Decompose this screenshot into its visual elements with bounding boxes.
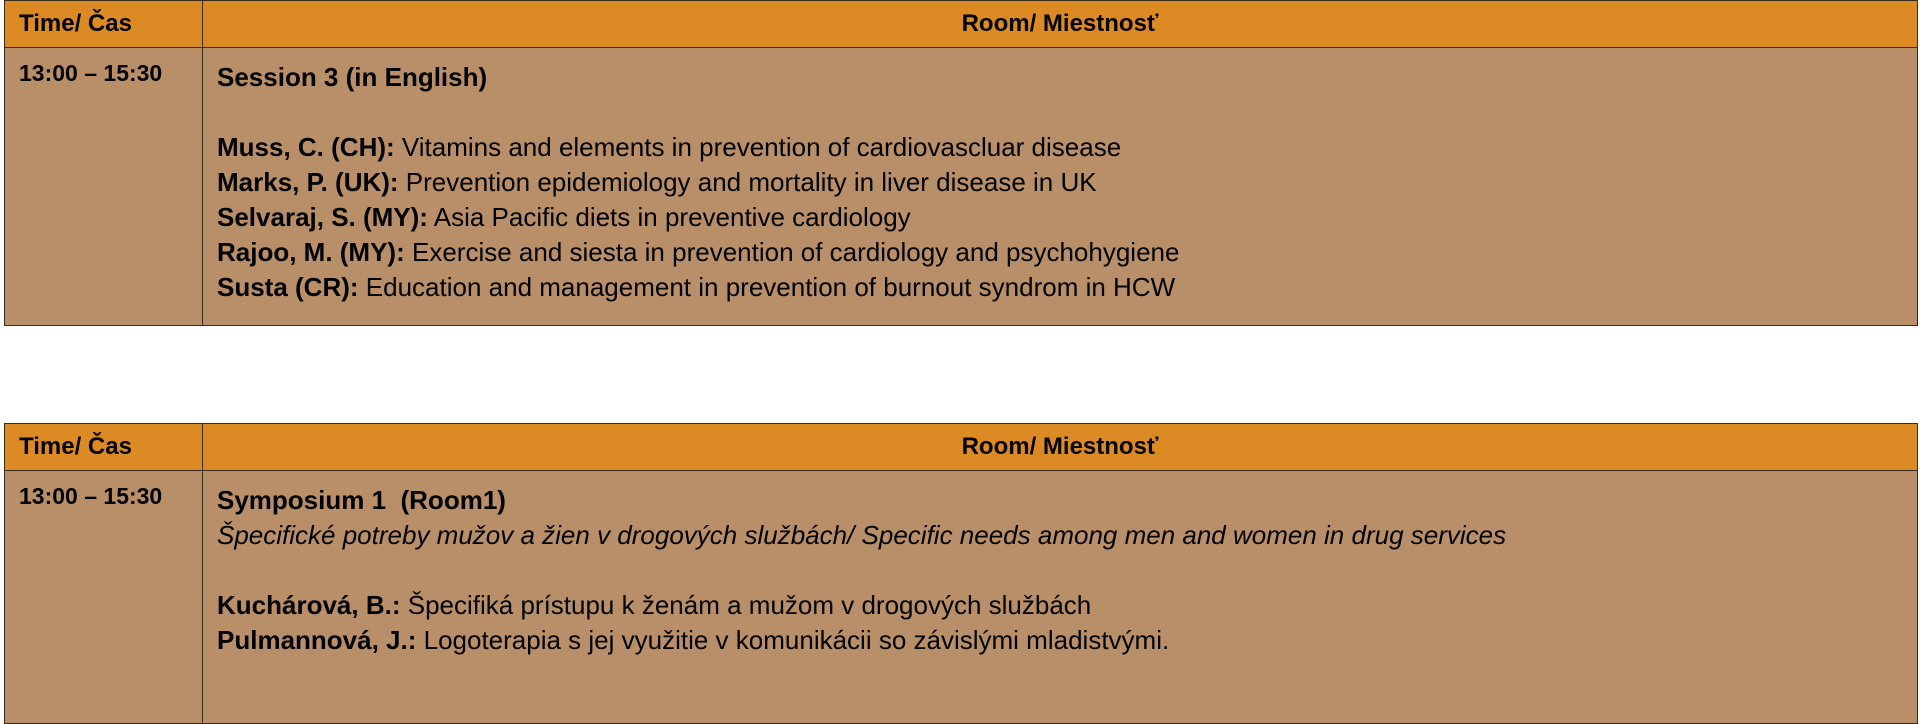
session-title: Session 3 (in English): [217, 62, 488, 92]
talk-topic: Asia Pacific diets in preventive cardiology: [427, 202, 911, 232]
time-cell: 13:00 – 15:30: [5, 48, 203, 326]
talk-item: [217, 130, 1917, 165]
talk-topic: Špecifiká prístupu k ženám a mužom v drogových službách: [400, 590, 1092, 620]
talk-item: [217, 623, 1917, 658]
talk-topic: Exercise and siesta in prevention of cardiology and psychohygiene: [404, 237, 1180, 267]
session-content: [203, 471, 1918, 724]
speaker-name: Kuchárová, B.:: [217, 590, 401, 620]
speaker-name: Susta (CR):: [217, 272, 359, 302]
talk-topic: Prevention epidemiology and mortality in liver disease in UK: [398, 167, 1097, 197]
speaker-name: Marks, P. (UK):: [217, 167, 399, 197]
time-column-header: Time/ Čas: [5, 1, 203, 48]
spacer: [217, 553, 1917, 588]
session-title: Symposium 1 (Room1): [217, 485, 506, 515]
room-column-header: Room/ Miestnosť: [203, 1, 1918, 48]
talk-item: [217, 200, 1917, 235]
schedule-table-session-3: [4, 0, 1918, 326]
talk-topic: Vitamins and elements in prevention of cardiovascluar disease: [394, 132, 1122, 162]
speaker-name: Rajoo, M. (MY):: [217, 237, 405, 267]
table-header-row: [5, 1, 1918, 48]
table-row: [5, 471, 1918, 724]
speaker-name: Pulmannová, J.:: [217, 625, 417, 655]
room-column-header: Room/ Miestnosť: [203, 424, 1918, 471]
table-header-row: [5, 424, 1918, 471]
time-column-header: Time/ Čas: [5, 424, 203, 471]
talk-item: [217, 270, 1917, 305]
talk-item: [217, 235, 1917, 270]
spacer: [217, 95, 1917, 130]
speaker-name: Selvaraj, S. (MY):: [217, 202, 428, 232]
session-subtitle: Špecifické potreby mužov a žien v drogových službách/ Specific needs among men and women in drug services: [217, 520, 1507, 550]
talk-item: [217, 165, 1917, 200]
table-row: [5, 48, 1918, 326]
speaker-name: Muss, C. (CH):: [217, 132, 395, 162]
talk-topic: Logoterapia s jej využitie v komunikácii so závislými mladistvými.: [416, 625, 1170, 655]
time-cell: 13:00 – 15:30: [5, 471, 203, 724]
session-content: [203, 48, 1918, 326]
talk-topic: Education and management in prevention of burnout syndrom in HCW: [358, 272, 1176, 302]
talk-item: [217, 588, 1917, 623]
schedule-table-symposium-1: [4, 423, 1918, 724]
